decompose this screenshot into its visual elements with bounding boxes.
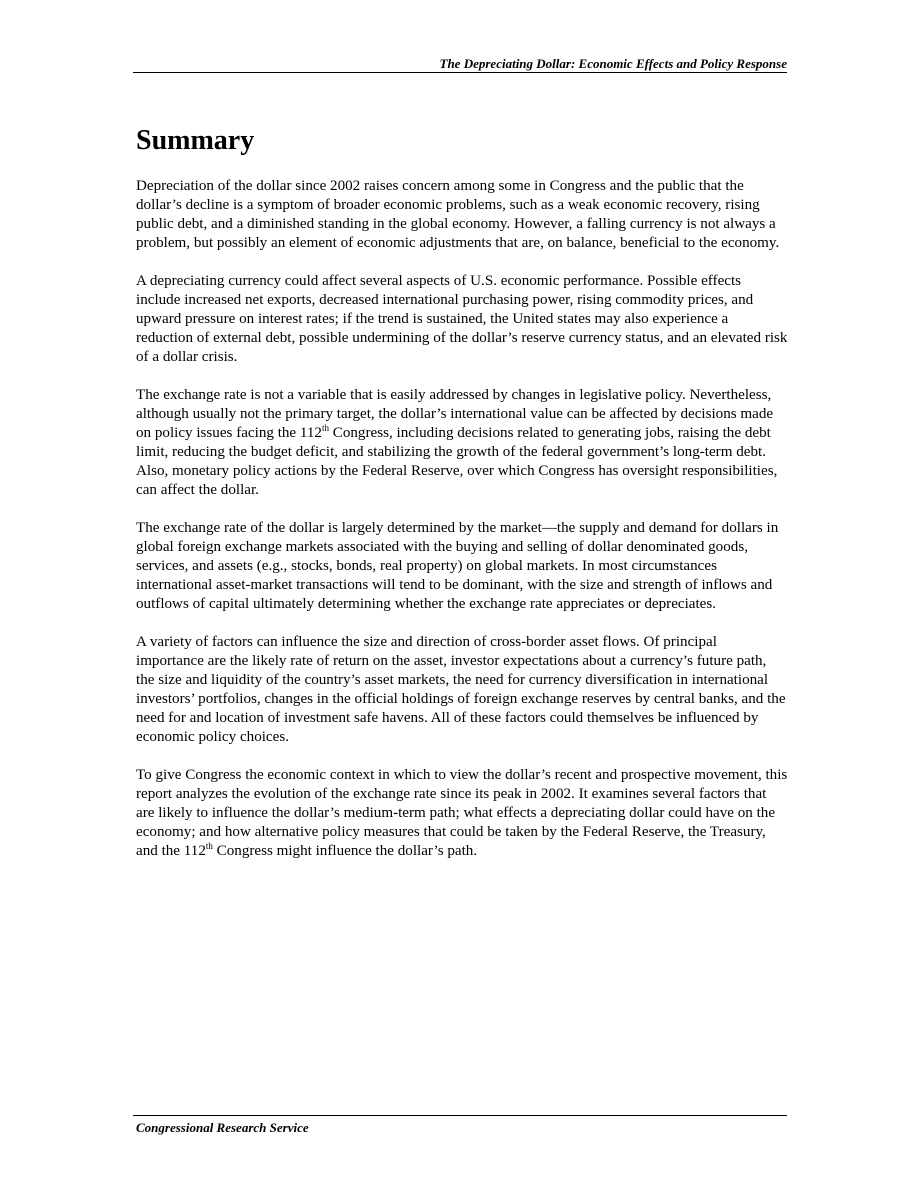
running-header-title: The Depreciating Dollar: Economic Effects and Policy Response [439, 56, 787, 71]
paragraph-6 [136, 766, 788, 861]
paragraph-4: The exchange rate of the dollar is largely determined by the market—the supply and demand for dollars in global foreign exchange markets associated with the buying and selling of dollar denominated goods, services, and assets (e.g., stocks, bonds, real property) on global markets. In most circumstances international asset-market transactions will tend to be dominant, with the size and strength of inflows and outflows of capital ultimately determining whether the exchange rate appreciates or depreciates. [136, 520, 779, 612]
paragraph-1: Depreciation of the dollar since 2002 raises concern among some in Congress and the public that the dollar’s decline is a symptom of broader economic problems, such as a weak economic recovery, rising public debt, and a diminished standing in the global economy. However, a falling currency is not always a problem, but possibly an element of economic adjustments that are, on balance, beneficial to the economy. [136, 178, 780, 251]
header-divider [133, 72, 787, 73]
paragraph-3-text-end: Congress, including decisions related to generating jobs, raising the debt limit, reducing the budget deficit, and stabilizing the growth of the federal government’s long-term debt. Also, monetary policy actions by the Federal Reserve, over which Congress has oversight responsibilities, can affect the dollar. [136, 425, 778, 498]
ordinal-superscript: th [321, 422, 329, 433]
summary-body [136, 177, 788, 880]
running-footer-organization: Congressional Research Service [136, 1120, 309, 1135]
paragraph-3 [136, 386, 788, 500]
paragraph-5: A variety of factors can influence the size and direction of cross-border asset flows. Of principal importance are the likely rate of return on the asset, investor expectations about a currency’s future path, the size and liquidity of the country’s asset markets, the need for currency diversification in international investors’ portfolios, changes in the official holdings of foreign exchange reserves by central banks, and the need for and location of investment safe havens. All of these factors could themselves be influenced by economic policy choices. [136, 634, 786, 745]
paragraph-3-text-start: The exchange rate is not a variable that is easily addressed by changes in legislative policy. Nevertheless, although usually not the primary target, the dollar’s international value can be affected by decisions made on policy issues facing the 112 [136, 387, 774, 441]
page-title: Summary [136, 125, 255, 156]
paragraph-2: A depreciating currency could affect several aspects of U.S. economic performance. Possible effects include increased net exports, decreased international purchasing power, rising commodity prices, and upward pressure on interest rates; if the trend is sustained, the United states may also experience a reduction of external debt, possible undermining of the dollar’s reserve currency status, and an elevated risk of a dollar crisis. [136, 273, 788, 365]
paragraph-6-text-end: Congress might influence the dollar’s path. [212, 843, 478, 859]
ordinal-superscript: th [205, 840, 213, 851]
paragraph-6-text-start: To give Congress the economic context in which to view the dollar’s recent and prospective movement, this report analyzes the evolution of the exchange rate since its peak in 2002. It examines several factors that are likely to influence the dollar’s medium-term path; what effects a depreciating dollar could have on the economy; and how alternative policy measures that could be taken by the Federal Reserve, the Treasury, and the 112 [136, 767, 788, 859]
footer-divider [133, 1115, 787, 1116]
